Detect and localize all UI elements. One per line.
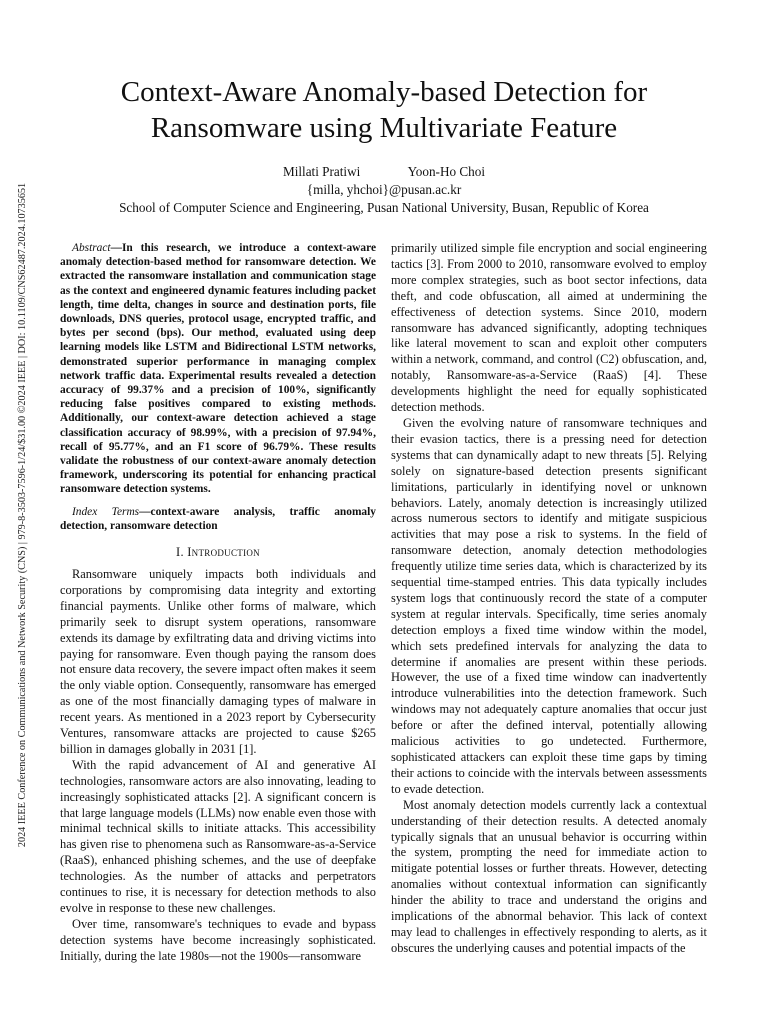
author-affiliation: School of Computer Science and Engineering, Pusan National University, Busan, Republic of Korea [119,200,649,215]
title-line-1: Context-Aware Anomaly-based Detection for [120,76,648,108]
index-terms-text: —context-aware analysis, traffic anomaly detection, ransomware detection [60,505,376,532]
paragraph: Over time, ransomware's techniques to evade and bypass detection systems have become increasingly sophisticated. Initially, during the late 1980s—not the 1900s—ransomware [60,916,376,963]
paragraph: Ransomware uniquely impacts both individuals and corporations by compromising data integrity and extorting financial payments. Unlike other forms of malware, which primarily seek to disrupt system operations, ransomware extends its damage by exfiltrating data and driving victims into paying for ransomware. Even though paying the ransom does not ensure data recovery, the severe impact often makes it seem the only viable option. Consequently, ransomware has emerged as one of the most financially damaging types of malware in recent years. As mentioned in a 2023 report by Cybersecurity Ventures, ransomware attacks are projected to cause $265 billion in damages globally in 2031 [1]. [60,566,376,756]
author-2: Yoon-Ho Choi [407,164,486,179]
abstract [60,241,376,497]
paragraph: With the rapid advancement of AI and generative AI technologies, ransomware actors are also innovating, leading to increasingly sophisticated attacks [2]. A significant concern is that large language models (LLMs) now enable even those with minimal technical skills to initiate attacks. This accessibility has given rise to phenomena such as Ransomware-as-a-Service (RaaS), enhanced phishing schemes, and the use of deepfake technologies. As the number of attacks and perpetrators continues to rise, it is necessary for detection methods to also evolve in response to these new challenges. [60,757,376,915]
author-1: Millati Pratiwi [282,164,361,179]
author-list [60,163,708,181]
index-terms-label: Index Terms [72,505,140,518]
paragraph: Given the evolving nature of ransomware techniques and their evasion tactics, there is a pressing need for detection systems that can dynamically adapt to new threats [5]. Relying solely on signature-based detection presents significant limitations, particularly in identifying novel or unknown behaviors. Lately, anomaly detection is increasingly utilized across numerous sectors to identify and mitigate suspicious activities that may pose a risk to systems. In the field of ransomware detection, anomaly detection methodologies frequently utilize time series data, which is characterized by its sequential time-stamped entries. This data typically includes system logs that continuously record the state of a computer system at regular intervals. Specifically, time series anomaly detection employs a fixed time window within the model, which sets predefined intervals for analyzing the data to determine if anomalies are present within these periods. However, the use of a fixed time window can inadvertently introduce vulnerabilities into the detection framework. Such windows may not adequately capture anomalies that occur just before or after the defined interval, potentially allowing malicious activities to go undetected. Furthermore, sophisticated attackers can exploit these time gaps by timing their actions to coincide with the intervals between assessments to evade detection. [391,415,707,796]
title-line-2: Ransomware using Multivariate Feature [150,112,618,144]
doi-sidebar-text: 2024 IEEE Conference on Communications and Network Security (CNS) | 979-8-3503-7596-1/24/$31.00 ©2024 IEEE | DOI: 10.1109/CNS62487.2024.10735651 [17,182,28,848]
section-number: I. [176,545,184,560]
right-column [391,241,707,957]
abstract-label: Abstract [72,242,111,254]
doi-sidebar [13,175,29,855]
left-column [60,241,376,965]
section-title: Introduction [187,545,260,560]
index-terms [60,505,376,533]
section-heading-introduction [60,545,376,561]
abstract-text: —In this research, we introduce a context-aware anomaly detection-based method for ransomware detection. We extracted the ransomware installation and communication stage as the context and engineered dynamic features including packet length, time delta, changes in source and destination ports, file downloads, DNS queries, protocol usage, encrypted traffic, and bytes per second (bps). Our method, evaluated using deep learning models like LSTM and Bidirectional LSTM networks, demonstrated superior performance in managing complex network traffic data. Experimental results revealed a detection accuracy of 99.37% and a precision of 100%, significantly reducing false positives compared to existing methods. Additionally, our context-aware detection achieved a stage classification accuracy of 98.99%, with a precision of 97.94%, recall of 95.77%, and an F1 score of 96.79%. These results validate the robustness of our context-aware anomaly detection framework, underscoring its potential for enhancing practical ransomware detection systems. [60,242,376,496]
paragraph: Most anomaly detection models currently lack a contextual understanding of their detection results. A detected anomaly typically signals that an unusual behavior is occurring within the system, prompting the need for immediate action to mitigate potential losses or further threats. However, detecting anomalies without contextual information can significantly hinder the ability to trace and understand the origins and implications of the abnormal behavior. This lack of context may lead to challenges in effectively responding to alerts, as it obscures the underlying causes and potential impacts of the [391,797,707,955]
paper-title [60,74,708,146]
author-email: {milla, yhchoi}@pusan.ac.kr [306,182,462,197]
paragraph: primarily utilized simple file encryption and social engineering tactics [3]. From 2000 to 2010, ransomware evolved to employ more complex strategies, such as boot sector infections, data theft, and code obfuscation, all aimed at undermining the effectiveness of detection systems. Since 2010, modern ransomware has advanced significantly, adopting techniques like lateral movement to scan and exploit other computers within a network, command, and control (C2) obfuscation, and, notably, Ransomware-as-a-Service (RaaS) [4]. These developments highlight the need for equally sophisticated detection methods. [391,241,707,415]
